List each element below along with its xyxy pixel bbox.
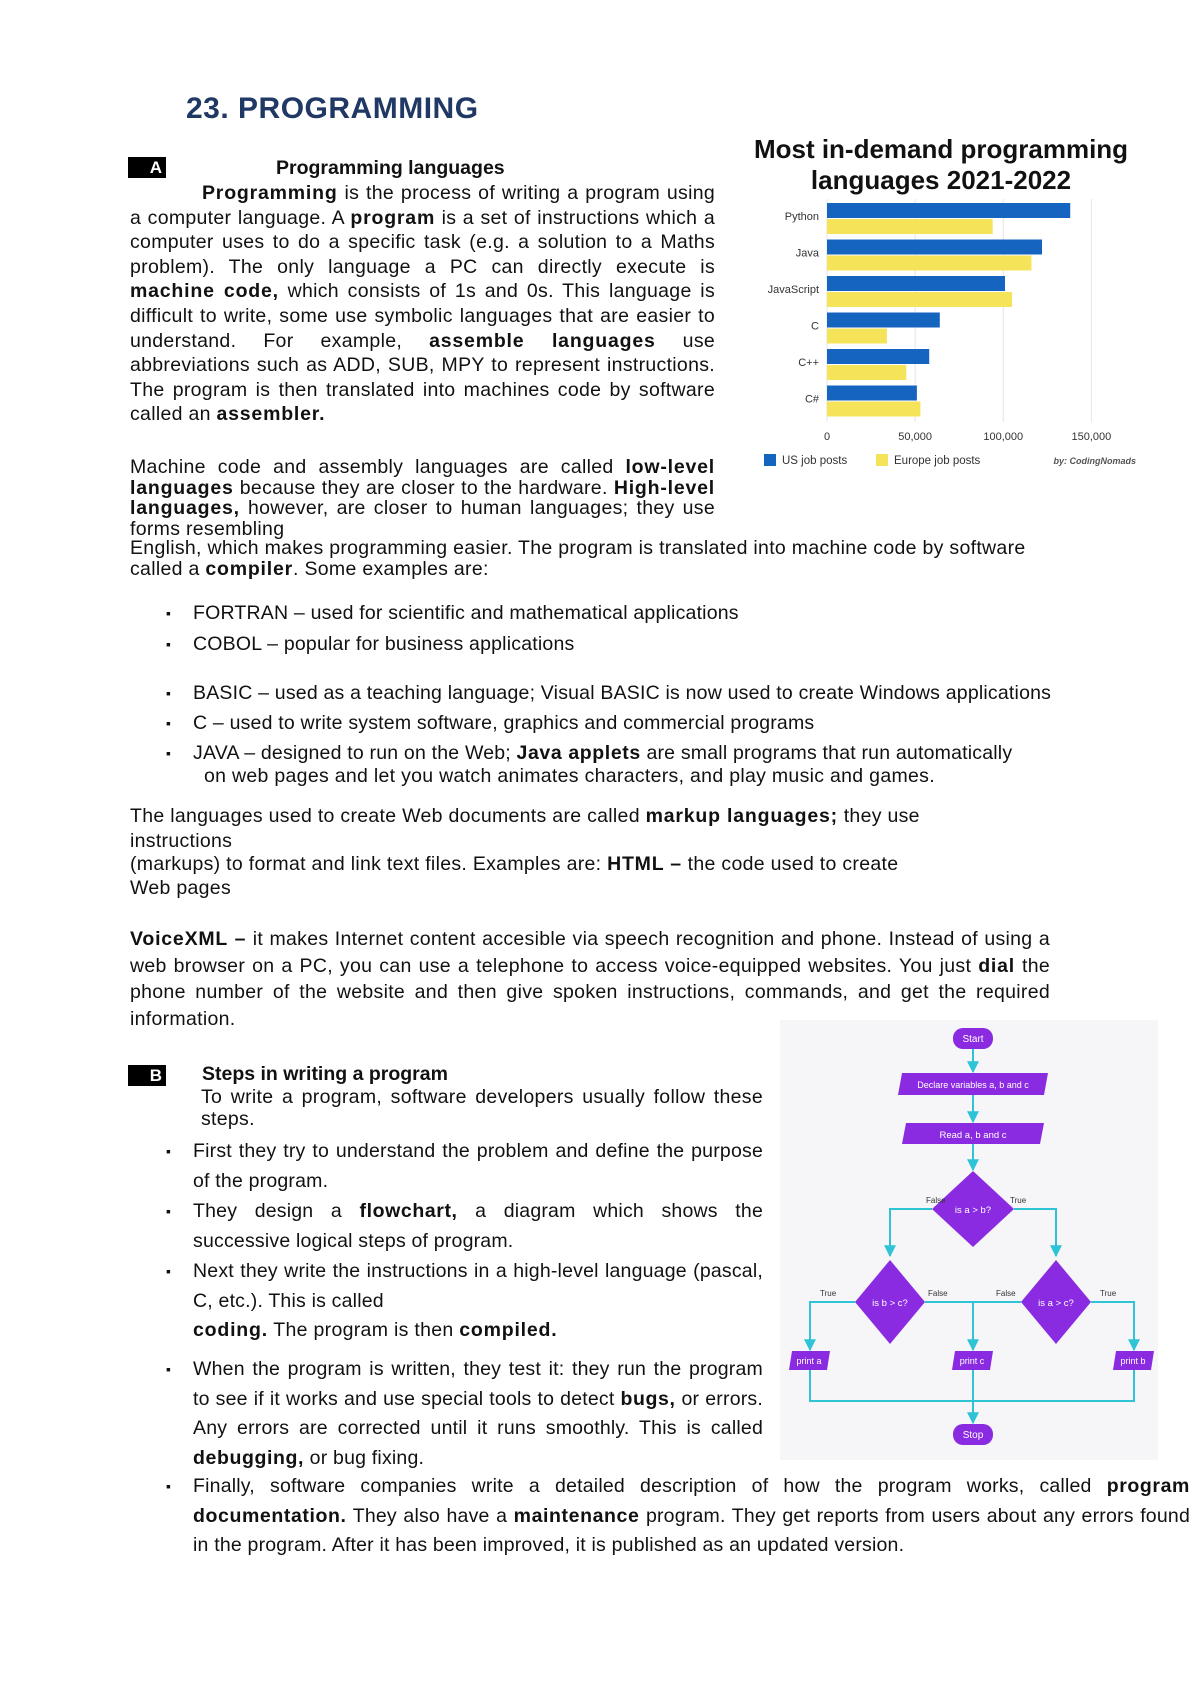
bar-europe: [827, 219, 993, 234]
bold-term: compiled.: [459, 1319, 558, 1341]
flow-stop-label: Stop: [962, 1430, 984, 1441]
flow-print-a-node: [789, 1351, 830, 1370]
list-item: ▪ FORTRAN – used for scientific and mathematical applications: [130, 598, 1170, 629]
list-item: ▪ Next they write the instructions in a high-level language (pascal, C, etc.). This is called: [130, 1256, 763, 1316]
flow-decision-ab-label: is a > b?: [954, 1205, 992, 1216]
legend-swatch: [764, 454, 776, 466]
bold-term: program documentation.: [193, 1475, 1190, 1527]
flow-false-label-2: False: [928, 1289, 948, 1298]
flow-true-label-2: True: [820, 1289, 837, 1298]
program-flowchart: [780, 1020, 1158, 1460]
section-a-intro: Programming is the process of writing a program using a computer language. A program is a set of instructions which a computer uses to do a specific task (e.g. a solution to a Maths problem). The only language a PC can directly execute is machine code, which consists of 1s and 0s. This language is difficult to write, some use symbolic languages that are easier to understand. For example, assemble languages use abbreviations such as ADD, SUB, MPY to represent instructions. The program is then translated into machines code by software called an assembler.: [130, 182, 716, 426]
bar-us: [827, 203, 1070, 218]
java-continuation: on web pages and let you watch animates characters, and play music and games.: [204, 765, 935, 787]
bold-term: assembler.: [216, 403, 326, 426]
category-label: Java: [795, 247, 819, 260]
flow-decision-bc-label: is b > c?: [872, 1298, 908, 1309]
flow-start-label: Start: [962, 1034, 984, 1045]
list-item: ▪ C – used to write system software, graphics and commercial programs: [130, 708, 1190, 738]
bar-us: [827, 313, 940, 328]
flow-true-label-3: True: [1100, 1289, 1117, 1298]
markup-line-1: The languages used to create Web documents are called markup languages; they use: [130, 805, 920, 827]
flow-false-label-1: False: [926, 1196, 946, 1205]
list-item: ▪ JAVA – designed to run on the Web; Java applets are small programs that run automatically: [130, 738, 1190, 768]
flow-decision-ac: [1021, 1260, 1091, 1344]
flow-false-label-3: False: [996, 1289, 1016, 1298]
steps-list-3: [130, 1472, 1190, 1561]
bold-term: flowchart,: [359, 1200, 458, 1222]
voicexml-paragraph: VoiceXML – it makes Internet content accesible via speech recognition and phone. Instead of using a web browser on a PC, you can use a telephone to access voice-equipped websites. You just dial the phone number of the website and then give spoken instructions, commands, and get the required information.: [130, 928, 1051, 1030]
flow-read-node: [902, 1123, 1044, 1144]
flow-declare-label: Declare variables a, b and c: [917, 1080, 1029, 1090]
bold-term: compiler: [205, 557, 294, 580]
flow-read-label: Read a, b and c: [939, 1130, 1007, 1141]
section-b-heading: Steps in writing a program: [202, 1063, 448, 1085]
legend-swatch: [876, 454, 888, 466]
bold-term: HTML –: [607, 853, 682, 875]
legend-label: US job posts: [782, 455, 848, 467]
bold-term: debugging,: [193, 1446, 305, 1469]
flow-declare-node: [898, 1073, 1048, 1095]
flow-decision-bc: [855, 1260, 925, 1344]
x-tick-label: 100,000: [983, 431, 1024, 443]
markup-line-2: instructions: [130, 830, 233, 852]
chart-credit: by: CodingNomads: [1053, 456, 1136, 466]
bar-us: [827, 240, 1042, 255]
markup-line-3: (markups) to format and link text files. Examples are: HTML – the code used to create: [130, 853, 899, 875]
x-tick-label: 50,000: [898, 431, 932, 443]
legend-label: Europe job posts: [894, 455, 981, 467]
language-list-2: [130, 678, 1190, 768]
bold-term: VoiceXML –: [130, 928, 247, 950]
bar-europe: [827, 402, 920, 417]
category-label: JavaScript: [767, 284, 819, 296]
bold-term: High-level languages,: [130, 476, 715, 519]
bar-us: [827, 349, 929, 364]
language-list-1: [130, 598, 1170, 659]
bold-term: machine code,: [130, 280, 279, 303]
list-item: ▪ First they try to understand the problem and define the purpose of the program.: [130, 1136, 763, 1196]
category-label: C++: [798, 357, 819, 369]
list-item: ▪ Finally, software companies write a detailed description of how the program works, called program documentation. They also have a maintenance program. They get reports from users about any errors found in the program. After it has been improved, it is published as an updated version.: [130, 1472, 1190, 1561]
flow-print-b-node: [1113, 1351, 1154, 1370]
bar-europe: [827, 365, 906, 380]
bold-term: low-level languages: [130, 456, 715, 499]
bold-term: dial: [978, 954, 1015, 977]
bold-term: maintenance: [513, 1504, 640, 1527]
markup-line-4: Web pages: [130, 877, 231, 899]
category-label: C#: [804, 393, 819, 406]
flow-print-c-label: print c: [959, 1356, 985, 1366]
bold-term: Programming: [202, 182, 338, 204]
steps-list-1: [130, 1136, 763, 1316]
flow-stop-node: [953, 1424, 993, 1445]
low-level-paragraph: Machine code and assembly languages are called low-level languages because they are closer to the hardware. High-level languages, however, are closer to human languages; they use forms resembling: [130, 456, 715, 540]
bold-term: markup languages;: [645, 805, 838, 827]
section-b-intro: To write a program, software developers usually follow these steps.: [201, 1086, 763, 1130]
section-a-badge: A: [128, 157, 166, 178]
page-title: 23. PROGRAMMING: [186, 92, 479, 125]
steps-list-2: [130, 1355, 763, 1473]
compiler-paragraph: English, which makes programming easier. The program is translated into machine code by software called a compiler. Some examples are:: [130, 537, 1026, 580]
flow-decision-ab: [932, 1171, 1014, 1247]
bold-term: assemble languages: [429, 329, 656, 352]
section-b-badge: B: [128, 1065, 166, 1086]
x-tick-label: 150,000: [1071, 431, 1112, 443]
category-label: Python: [784, 211, 819, 223]
coding-line: coding. The program is then compiled.: [193, 1319, 558, 1341]
bar-us: [827, 276, 1005, 291]
flowchart-svg: [780, 1020, 1158, 1460]
list-item: ▪ BASIC – used as a teaching language; Visual BASIC is now used to create Windows applications: [130, 678, 1190, 708]
bold-term: bugs,: [620, 1387, 676, 1410]
bar-europe: [827, 256, 1031, 271]
bar-us: [827, 386, 917, 401]
list-item: ▪ COBOL – popular for business applications: [130, 629, 1170, 660]
flow-print-b-label: print b: [1120, 1356, 1146, 1366]
bar-chart-svg: [736, 128, 1146, 508]
flow-true-label-1: True: [1010, 1196, 1027, 1205]
section-a-heading: Programming languages: [276, 157, 505, 179]
bar-europe: [827, 329, 887, 344]
bold-term: program: [350, 206, 436, 229]
flow-decision-ac-label: is a > c?: [1038, 1298, 1074, 1309]
category-label: C: [811, 320, 819, 333]
bold-term: Java applets: [516, 742, 641, 764]
list-item: ▪ When the program is written, they test it: they run the program to see if it works and use special tools to detect bugs, or errors. Any errors are corrected until it runs smoothly. This is called debugging, or bug fixing.: [130, 1355, 763, 1473]
chart-title: Most in-demand programming languages 2021-2022: [753, 134, 1129, 195]
language-demand-chart: [736, 128, 1146, 508]
list-item: ▪ They design a flowchart, a diagram which shows the successive logical steps of program.: [130, 1196, 763, 1256]
bar-europe: [827, 292, 1012, 307]
flow-print-c-node: [952, 1351, 993, 1370]
x-tick-label: 0: [823, 431, 831, 443]
flow-print-a-label: print a: [796, 1356, 822, 1366]
flow-start-node: [953, 1028, 993, 1049]
bold-term: coding.: [193, 1319, 268, 1341]
